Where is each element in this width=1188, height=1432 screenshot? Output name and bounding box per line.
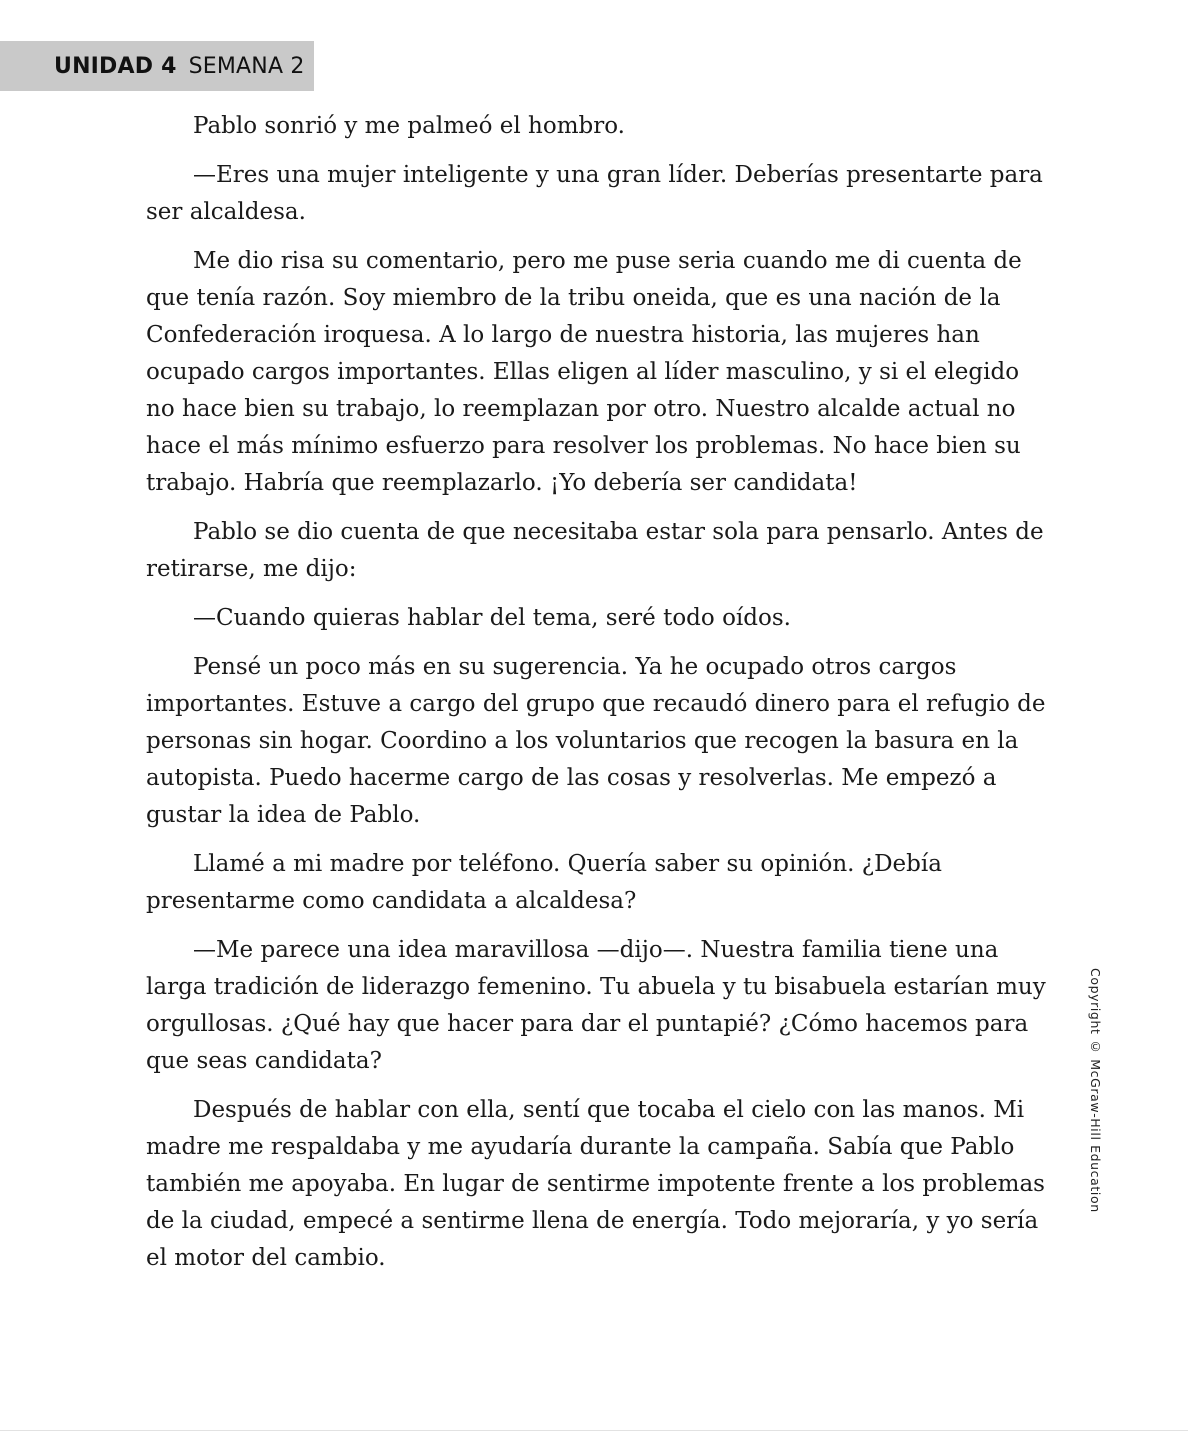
paragraph: —Me parece una idea maravillosa —dijo—. Nuestra familia tiene una larga tradición de liderazgo femenino. Tu abuela y tu bisabuela estarían muy orgullosas. ¿Qué hay que hacer para dar el puntapié? ¿Cómo hacemos para que seas candidata?: [146, 937, 1046, 1074]
paragraph: Llamé a mi madre por teléfono. Quería saber su opinión. ¿Debía presentarme como candidata a alcaldesa?: [146, 851, 942, 914]
paragraph: Pablo se dio cuenta de que necesitaba estar sola para pensarlo. Antes de retirarse, me dijo:: [146, 519, 1044, 582]
paragraph: Pablo sonrió y me palmeó el hombro.: [193, 113, 625, 139]
paragraph: Después de hablar con ella, sentí que tocaba el cielo con las manos. Mi madre me respaldaba y me ayudaría durante la campaña. Sabía que Pablo también me apoyaba. En lugar de sentirme impotente frente a los problemas de la ciudad, empecé a sentirme llena de energía. Todo mejoraría, y yo sería el motor del cambio.: [146, 1097, 1045, 1271]
paragraph: Me dio risa su comentario, pero me puse seria cuando me di cuenta de que tenía razón. Soy miembro de la tribu oneida, que es una nación de la Confederación iroquesa. A lo largo de nuestra historia, las mujeres han ocupado cargos importantes. Ellas eligen al líder masculino, y si el elegido no hace bien su trabajo, lo reemplazan por otro. Nuestro alcalde actual no hace el más mínimo esfuerzo para resolver los problemas. No hace bien su trabajo. Habría que reemplazarlo. ¡Yo debería ser candidata!: [146, 248, 1022, 496]
copyright-notice: Copyright © McGraw-Hill Education: [1088, 968, 1103, 1213]
paragraph: —Cuando quieras hablar del tema, seré todo oídos.: [193, 605, 791, 631]
unit-week-header: [0, 41, 314, 91]
story-text: [146, 108, 1051, 1289]
paragraph: Pensé un poco más en su sugerencia. Ya he ocupado otros cargos importantes. Estuve a cargo del grupo que recaudó dinero para el refugio de personas sin hogar. Coordino a los voluntarios que recogen la basura en la autopista. Puedo hacerme cargo de las cosas y resolverlas. Me empezó a gustar la idea de Pablo.: [146, 654, 1046, 828]
week-label: SEMANA 2: [188, 53, 305, 79]
unit-label: UNIDAD 4: [54, 53, 177, 79]
page-bottom-divider: [0, 1430, 1188, 1431]
paragraph: —Eres una mujer inteligente y una gran líder. Deberías presentarte para ser alcaldesa.: [146, 162, 1043, 225]
